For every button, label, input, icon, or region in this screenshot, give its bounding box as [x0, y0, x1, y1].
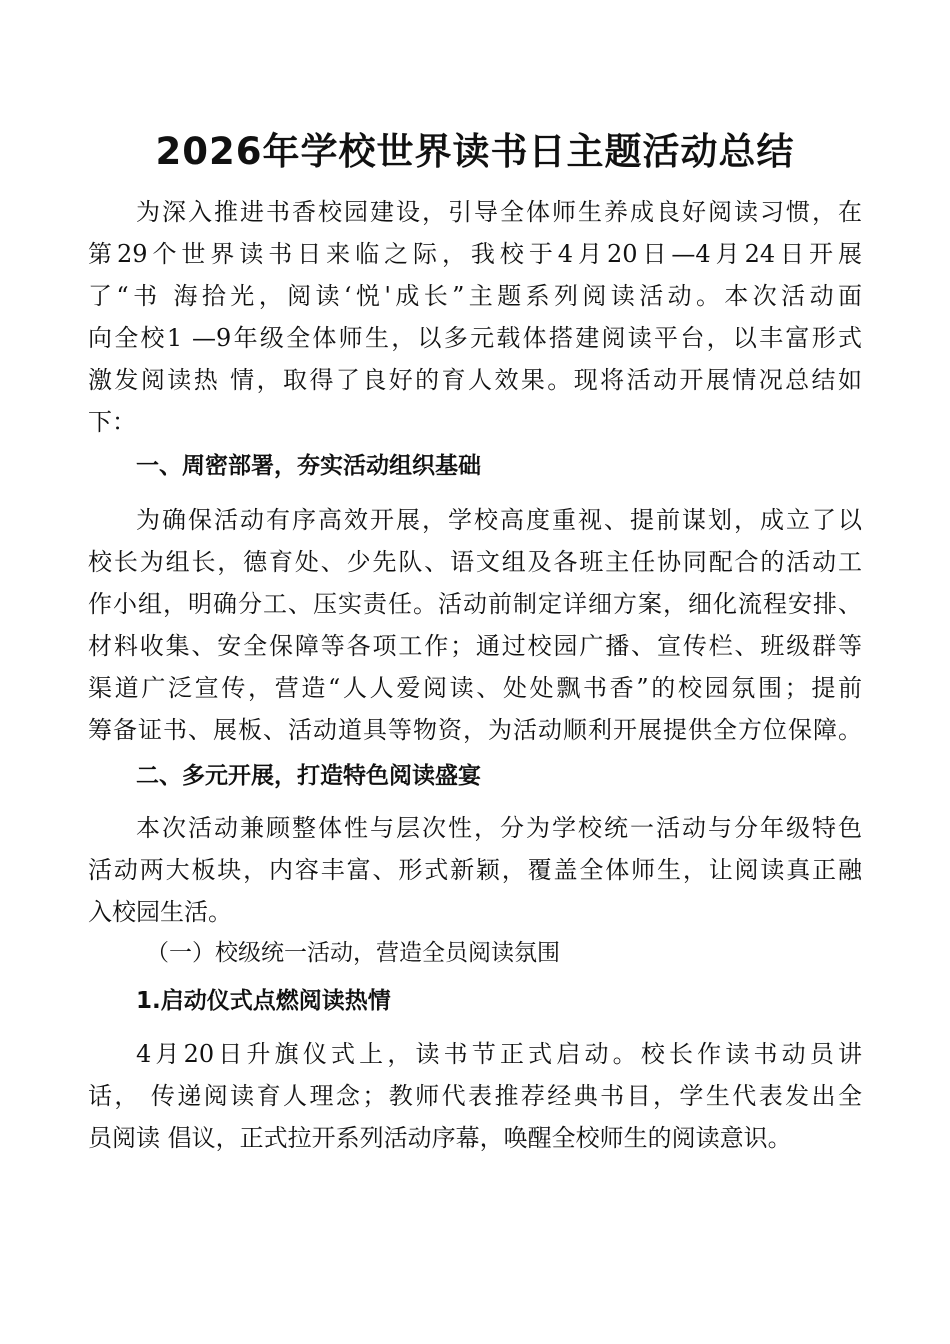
intro-line-6: 下：	[88, 408, 136, 436]
section2-subheading: （一）校级统一活动，营造全员阅读氛围	[146, 940, 560, 966]
section2-line-1: 本次活动兼顾整体性与层次性，分为学校统一活动与分年级特色	[136, 814, 862, 842]
intro-line-2: 第29个世界读书日来临之际，我校于4月20日—4月24日开展	[88, 240, 862, 268]
section2-heading: 二、多元开展，打造特色阅读盛宴	[136, 763, 481, 789]
item1-line-1: 4月20日升旗仪式上，读书节正式启动。校长作读书动员讲	[136, 1040, 862, 1068]
item1-line-3: 员阅读 倡议，正式拉开系列活动序幕，唤醒全校师生的阅读意识。	[88, 1124, 792, 1152]
section1-line-1: 为确保活动有序高效开展，学校高度重视、提前谋划，成立了以	[136, 506, 862, 534]
intro-line-3: 了“书 海拾光，阅读‘悦'成长”主题系列阅读活动。本次活动面	[88, 282, 862, 310]
section1-line-2: 校长为组长，德育处、少先队、语文组及各班主任协同配合的活动工	[88, 548, 862, 576]
item1-line-2: 话， 传递阅读育人理念；教师代表推荐经典书目，学生代表发出全	[88, 1082, 862, 1110]
item1-heading: 1.启动仪式点燃阅读热情	[136, 988, 391, 1014]
document-title: 2026年学校世界读书日主题活动总结	[155, 130, 795, 173]
section2-line-2: 活动两大板块，内容丰富、形式新颖，覆盖全体师生，让阅读真正融	[88, 856, 862, 884]
section1-line-5: 渠道广泛宣传，营造“人人爱阅读、处处飘书香”的校园氛围；提前	[88, 674, 862, 702]
intro-line-5: 激发阅读热 情，取得了良好的育人效果。现将活动开展情况总结如	[88, 366, 862, 394]
section2-line-3: 入校园生活。	[88, 898, 232, 926]
intro-line-1: 为深入推进书香校园建设，引导全体师生养成良好阅读习惯，在	[136, 198, 862, 226]
section1-line-4: 材料收集、安全保障等各项工作；通过校园广播、宣传栏、班级群等	[88, 632, 862, 660]
section1-heading: 一、周密部署，夯实活动组织基础	[136, 453, 481, 479]
intro-line-4: 向全校1 —9年级全体师生，以多元载体搭建阅读平台，以丰富形式	[88, 324, 862, 352]
section1-line-3: 作小组，明确分工、压实责任。活动前制定详细方案，细化流程安排、	[88, 590, 862, 618]
section1-line-6: 筹备证书、展板、活动道具等物资，为活动顺利开展提供全方位保障。	[88, 716, 862, 744]
